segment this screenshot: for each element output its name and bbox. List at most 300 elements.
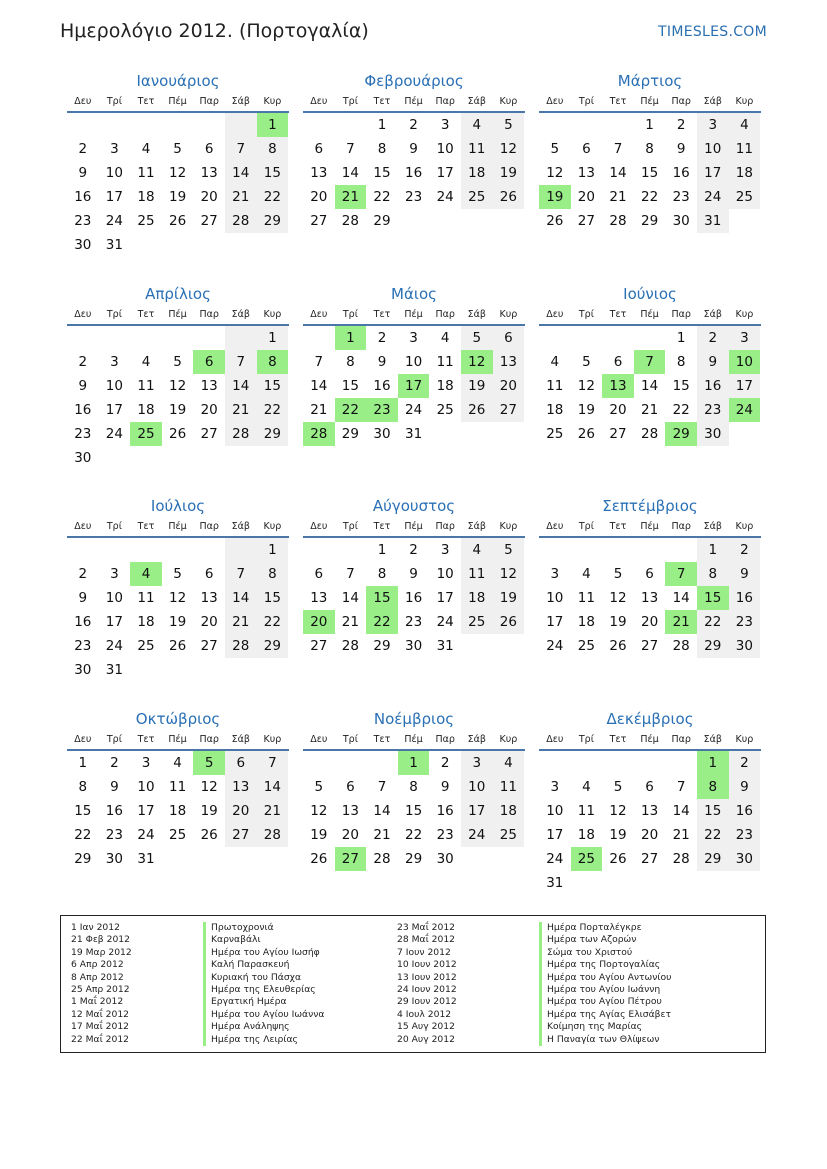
weekday-label: Παρ <box>435 96 455 107</box>
day-cell: 9 <box>78 590 88 606</box>
weekday-label: Κυρ <box>263 96 282 107</box>
day-cell: 28 <box>225 209 257 233</box>
empty-cell <box>193 658 225 682</box>
weekday-label: Παρ <box>671 521 691 532</box>
weekday-label: Σάβ <box>231 96 250 107</box>
day-cell: 20 <box>341 827 359 843</box>
legend-holiday-name: Κυριακή του Πάσχα <box>203 972 324 984</box>
day-cell: 29 <box>640 213 659 229</box>
legend-holiday-name: Ημέρα των Αζορών <box>539 934 671 946</box>
weekday-header <box>539 95 761 113</box>
day-cell: 9 <box>78 165 88 181</box>
day-cell: 17 <box>546 827 564 843</box>
day-cell: 16 <box>74 614 92 630</box>
site-brand-link[interactable]: TIMESLES.COM <box>658 24 767 40</box>
day-cell: 27 <box>493 398 525 422</box>
day-cell: 24 <box>105 638 123 654</box>
weekday-label: Παρ <box>671 734 691 745</box>
day-cell: 2 <box>697 326 729 350</box>
day-cell: 27 <box>310 213 328 229</box>
weekday-label: Τετ <box>373 309 391 320</box>
day-cell: 14 <box>341 165 359 181</box>
day-cell: 3 <box>440 117 450 133</box>
day-cell: 23 <box>105 827 123 843</box>
day-cell: 10 <box>404 354 423 370</box>
day-cell: 10 <box>546 590 564 606</box>
day-cell: 10 <box>461 775 493 799</box>
day-cell: 30 <box>729 634 761 658</box>
legend-date: 15 Αυγ 2012 <box>397 1021 455 1033</box>
day-cell: 21 <box>609 189 627 205</box>
month-name: Δεκέμβριος <box>606 710 694 728</box>
weekday-label: Κυρ <box>735 521 754 532</box>
day-cell: 15 <box>74 803 92 819</box>
empty-cell <box>162 538 194 562</box>
day-cell: 11 <box>577 803 595 819</box>
day-cell: 1 <box>257 326 289 350</box>
empty-cell <box>225 326 257 350</box>
empty-cell <box>162 326 194 350</box>
weekday-label: Πέμ <box>404 309 423 320</box>
legend-holiday-name: Καρναβάλι <box>203 934 324 946</box>
legend-date: 12 Μαΐ 2012 <box>71 1008 130 1020</box>
empty-cell <box>335 751 367 775</box>
weekday-label: Τρί <box>578 96 594 107</box>
day-cell: 19 <box>310 827 328 843</box>
day-cell: 16 <box>697 374 729 398</box>
day-cell: 30 <box>74 450 92 466</box>
day-cell: 7 <box>225 562 257 586</box>
day-cell: 26 <box>168 426 187 442</box>
month-name: Σεπτέμβριος <box>602 497 698 515</box>
day-cell: 30 <box>105 851 123 867</box>
day-cell: 23 <box>74 638 92 654</box>
legend-holiday-name: Ημέρα του Αγίου Ιωσήφ <box>203 947 324 959</box>
empty-cell <box>571 871 603 895</box>
day-cell: 9 <box>78 378 88 394</box>
day-cell: 15 <box>257 586 289 610</box>
month-calendar <box>303 70 525 233</box>
empty-cell <box>539 538 571 562</box>
day-cell: 24 <box>697 185 729 209</box>
empty-cell <box>225 847 257 871</box>
weekday-label: Δευ <box>310 734 328 745</box>
day-cell: 26 <box>609 851 627 867</box>
weekday-label: Σάβ <box>703 734 722 745</box>
holiday-day-cell: 22 <box>366 610 398 634</box>
legend-dates-left <box>71 922 132 1046</box>
day-grid <box>303 538 525 658</box>
weekday-label: Σάβ <box>231 734 250 745</box>
day-cell: 25 <box>168 827 187 843</box>
month-calendar <box>539 708 761 895</box>
day-cell: 18 <box>461 161 493 185</box>
day-cell: 31 <box>137 851 155 867</box>
empty-cell <box>493 634 525 658</box>
weekday-label: Σάβ <box>703 309 722 320</box>
empty-cell <box>193 847 225 871</box>
day-cell: 9 <box>676 141 686 157</box>
day-cell: 30 <box>697 422 729 446</box>
day-cell: 18 <box>577 614 595 630</box>
day-cell: 12 <box>310 803 328 819</box>
empty-cell <box>130 658 162 682</box>
weekday-label: Τρί <box>342 734 358 745</box>
legend-holiday-name: Ημέρα του Αγίου Πέτρου <box>539 996 671 1008</box>
weekday-label: Τρί <box>342 521 358 532</box>
day-cell: 27 <box>577 213 595 229</box>
legend-date: 10 Ιουν 2012 <box>397 959 457 971</box>
day-cell: 21 <box>257 799 289 823</box>
day-cell: 18 <box>436 378 454 394</box>
weekday-label: Τετ <box>373 521 391 532</box>
day-cell: 29 <box>697 847 729 871</box>
day-cell: 28 <box>257 823 289 847</box>
day-cell: 14 <box>225 374 257 398</box>
day-cell: 5 <box>173 141 182 157</box>
legend-date: 19 Μαρ 2012 <box>71 946 132 958</box>
day-cell: 6 <box>204 566 214 582</box>
month-name: Μάρτιος <box>617 72 683 90</box>
day-cell: 4 <box>550 354 560 370</box>
weekday-label: Τετ <box>373 96 391 107</box>
legend-holiday-name: Η Παναγία των Θλίψεων <box>539 1034 671 1046</box>
holiday-day-cell: 7 <box>665 562 697 586</box>
holiday-day-cell: 1 <box>398 751 430 775</box>
day-cell: 31 <box>105 662 123 678</box>
day-cell: 16 <box>672 165 690 181</box>
empty-cell <box>130 233 162 257</box>
day-cell: 6 <box>645 566 654 582</box>
day-cell: 30 <box>404 638 423 654</box>
empty-cell <box>162 658 194 682</box>
weekday-label: Παρ <box>435 521 455 532</box>
holiday-day-cell: 13 <box>602 374 634 398</box>
legend-date: 24 Ιουν 2012 <box>397 984 457 996</box>
day-cell: 20 <box>310 189 328 205</box>
day-cell: 20 <box>640 827 659 843</box>
day-cell: 6 <box>613 354 623 370</box>
day-cell: 29 <box>373 213 391 229</box>
weekday-label: Κυρ <box>263 734 282 745</box>
day-cell: 18 <box>137 189 155 205</box>
day-cell: 19 <box>493 586 525 610</box>
weekday-label: Τρί <box>106 309 122 320</box>
day-grid <box>539 113 761 233</box>
weekday-label: Τρί <box>106 96 122 107</box>
day-cell: 30 <box>436 851 454 867</box>
day-cell: 24 <box>105 426 123 442</box>
day-cell: 27 <box>200 213 218 229</box>
day-cell: 10 <box>105 590 123 606</box>
holiday-day-cell: 6 <box>193 350 225 374</box>
day-cell: 17 <box>137 803 155 819</box>
day-cell: 4 <box>582 779 591 795</box>
weekday-label: Πέμ <box>168 521 187 532</box>
day-cell: 25 <box>137 638 155 654</box>
empty-cell <box>67 113 99 137</box>
day-cell: 16 <box>74 189 92 205</box>
day-grid <box>67 751 289 871</box>
weekday-label: Τρί <box>578 521 594 532</box>
day-cell: 15 <box>404 803 423 819</box>
day-cell: 26 <box>310 851 328 867</box>
day-cell: 30 <box>74 662 92 678</box>
weekday-label: Πέμ <box>404 521 423 532</box>
holiday-day-cell: 17 <box>398 374 430 398</box>
day-cell: 23 <box>729 823 761 847</box>
legend-date: 25 Απρ 2012 <box>71 984 130 996</box>
day-cell: 18 <box>137 614 155 630</box>
day-cell: 2 <box>78 354 88 370</box>
day-cell: 4 <box>729 113 761 137</box>
day-cell: 29 <box>257 634 289 658</box>
empty-cell <box>303 113 335 137</box>
legend-date: 23 Μαΐ 2012 <box>397 922 456 933</box>
day-cell: 25 <box>461 185 493 209</box>
day-cell: 13 <box>310 165 328 181</box>
empty-cell <box>130 446 162 470</box>
day-cell: 4 <box>440 330 450 346</box>
weekday-label: Τετ <box>373 734 391 745</box>
day-cell: 2 <box>440 755 450 771</box>
empty-cell <box>571 751 603 775</box>
day-cell: 27 <box>200 638 218 654</box>
day-cell: 2 <box>729 538 761 562</box>
day-cell: 9 <box>729 775 761 799</box>
holiday-day-cell: 22 <box>335 398 367 422</box>
day-cell: 8 <box>257 137 289 161</box>
day-grid <box>303 113 525 233</box>
weekday-label: Τετ <box>609 309 627 320</box>
day-cell: 7 <box>225 350 257 374</box>
day-cell: 5 <box>613 566 623 582</box>
weekday-label: Δευ <box>310 309 328 320</box>
weekday-label: Σάβ <box>231 521 250 532</box>
legend-holiday-name: Ημέρα της Ελευθερίας <box>203 984 324 996</box>
day-cell: 10 <box>436 141 454 157</box>
day-cell: 12 <box>168 590 187 606</box>
day-cell: 8 <box>346 354 355 370</box>
day-cell: 1 <box>697 538 729 562</box>
empty-cell <box>429 209 461 233</box>
empty-cell <box>429 422 461 446</box>
day-cell: 15 <box>257 374 289 398</box>
weekday-label: Παρ <box>435 734 455 745</box>
day-cell: 11 <box>137 165 155 181</box>
weekday-header <box>539 308 761 326</box>
weekday-label: Κυρ <box>263 309 282 320</box>
weekday-label: Τρί <box>578 309 594 320</box>
holiday-day-cell: 15 <box>366 586 398 610</box>
month-calendar <box>303 708 525 871</box>
legend-holiday-name: Ημέρα Πορταλέγκρε <box>539 922 671 934</box>
day-cell: 7 <box>676 779 686 795</box>
day-cell: 8 <box>409 779 418 795</box>
day-cell: 13 <box>577 165 595 181</box>
day-cell: 19 <box>168 614 187 630</box>
day-cell: 20 <box>200 614 218 630</box>
day-cell: 24 <box>436 189 454 205</box>
weekday-label: Δευ <box>74 309 92 320</box>
empty-cell <box>193 233 225 257</box>
weekday-label: Πέμ <box>404 734 423 745</box>
day-cell: 2 <box>729 751 761 775</box>
weekday-label: Σάβ <box>467 521 486 532</box>
month-name: Οκτώβριος <box>135 710 221 728</box>
day-cell: 15 <box>257 161 289 185</box>
weekday-label: Κυρ <box>499 309 518 320</box>
day-cell: 27 <box>225 823 257 847</box>
day-cell: 23 <box>436 827 454 843</box>
month-calendar <box>539 70 761 233</box>
day-cell: 17 <box>729 374 761 398</box>
day-cell: 16 <box>74 402 92 418</box>
day-cell: 12 <box>609 590 627 606</box>
day-cell: 11 <box>436 354 454 370</box>
day-cell: 12 <box>493 137 525 161</box>
legend-date: 28 Μαΐ 2012 <box>397 934 456 946</box>
day-cell: 11 <box>168 779 187 795</box>
day-cell: 22 <box>257 398 289 422</box>
weekday-label: Κυρ <box>499 521 518 532</box>
empty-cell <box>539 751 571 775</box>
day-cell: 10 <box>105 378 123 394</box>
empty-cell <box>493 847 525 871</box>
day-cell: 8 <box>257 562 289 586</box>
day-cell: 11 <box>137 378 155 394</box>
legend-holiday-name: Ημέρα του Αγίου Αντωνίου <box>539 972 671 984</box>
legend-date: 21 Φεβ 2012 <box>71 934 130 946</box>
day-cell: 3 <box>110 566 119 582</box>
page-title: Ημερολόγιο 2012. (Πορτογαλία) <box>60 20 369 42</box>
day-cell: 10 <box>137 779 155 795</box>
month-calendar <box>67 283 289 470</box>
day-cell: 24 <box>404 402 423 418</box>
day-cell: 23 <box>404 189 423 205</box>
day-grid <box>303 751 525 871</box>
empty-cell <box>602 751 634 775</box>
day-cell: 8 <box>697 562 729 586</box>
day-cell: 21 <box>341 614 359 630</box>
weekday-label: Κυρ <box>499 96 518 107</box>
day-cell: 19 <box>168 402 187 418</box>
legend-holiday-name: Ημέρα του Αγίου Ιωάννα <box>203 1009 324 1021</box>
weekday-label: Πέμ <box>168 96 187 107</box>
day-cell: 16 <box>729 586 761 610</box>
day-cell: 31 <box>697 209 729 233</box>
weekday-label: Τετ <box>137 734 155 745</box>
day-cell: 19 <box>609 827 627 843</box>
day-cell: 11 <box>461 137 493 161</box>
legend-date: 17 Μαΐ 2012 <box>71 1021 130 1033</box>
day-cell: 23 <box>672 189 690 205</box>
day-grid <box>67 538 289 682</box>
day-cell: 7 <box>346 141 355 157</box>
day-cell: 24 <box>105 213 123 229</box>
day-cell: 6 <box>582 141 591 157</box>
empty-cell <box>130 538 162 562</box>
empty-cell <box>193 538 225 562</box>
empty-cell <box>193 113 225 137</box>
day-cell: 31 <box>404 426 423 442</box>
day-cell: 20 <box>609 402 627 418</box>
day-cell: 11 <box>729 137 761 161</box>
weekday-label: Παρ <box>199 734 219 745</box>
weekday-label: Δευ <box>546 521 564 532</box>
day-cell: 14 <box>341 590 359 606</box>
weekday-label: Τρί <box>342 96 358 107</box>
empty-cell <box>99 538 131 562</box>
empty-cell <box>162 446 194 470</box>
day-cell: 6 <box>346 779 355 795</box>
holiday-day-cell: 1 <box>697 751 729 775</box>
weekday-label: Πέμ <box>640 734 659 745</box>
day-cell: 20 <box>225 799 257 823</box>
holiday-day-cell: 12 <box>461 350 493 374</box>
day-cell: 11 <box>546 378 564 394</box>
empty-cell <box>99 326 131 350</box>
day-cell: 10 <box>697 137 729 161</box>
empty-cell <box>257 658 289 682</box>
weekday-label: Παρ <box>199 96 219 107</box>
day-cell: 20 <box>493 374 525 398</box>
day-cell: 30 <box>672 213 690 229</box>
weekday-header <box>67 520 289 538</box>
day-cell: 9 <box>377 354 387 370</box>
weekday-label: Σάβ <box>467 96 486 107</box>
day-cell: 22 <box>697 610 729 634</box>
day-cell: 16 <box>404 590 423 606</box>
day-cell: 14 <box>373 803 391 819</box>
day-cell: 26 <box>493 185 525 209</box>
empty-cell <box>634 326 666 350</box>
month-name: Ιανουάριος <box>136 72 220 90</box>
day-cell: 21 <box>373 827 391 843</box>
day-cell: 17 <box>697 161 729 185</box>
day-cell: 14 <box>257 775 289 799</box>
day-cell: 14 <box>310 378 328 394</box>
day-cell: 28 <box>672 638 690 654</box>
month-calendar <box>539 283 761 446</box>
day-cell: 23 <box>697 398 729 422</box>
day-cell: 16 <box>729 799 761 823</box>
day-cell: 4 <box>141 141 151 157</box>
empty-cell <box>398 209 430 233</box>
day-cell: 26 <box>493 610 525 634</box>
day-cell: 13 <box>493 350 525 374</box>
day-cell: 17 <box>105 402 123 418</box>
weekday-label: Δευ <box>546 734 564 745</box>
weekday-label: Κυρ <box>499 734 518 745</box>
empty-cell <box>493 209 525 233</box>
day-cell: 28 <box>225 634 257 658</box>
legend-holiday-name: Σώμα του Χριστού <box>539 947 671 959</box>
day-cell: 25 <box>729 185 761 209</box>
empty-cell <box>634 538 666 562</box>
legend-holiday-name: Εργατική Ημέρα <box>203 996 324 1008</box>
day-cell: 11 <box>577 590 595 606</box>
month-name: Νοέμβριος <box>373 710 455 728</box>
day-cell: 22 <box>257 610 289 634</box>
day-cell: 6 <box>314 141 324 157</box>
day-cell: 14 <box>225 586 257 610</box>
legend-holiday-name: Ημέρα του Αγίου Ιωάννη <box>539 984 671 996</box>
day-cell: 4 <box>493 751 525 775</box>
empty-cell <box>461 422 493 446</box>
month-calendar <box>67 495 289 682</box>
day-cell: 13 <box>310 590 328 606</box>
